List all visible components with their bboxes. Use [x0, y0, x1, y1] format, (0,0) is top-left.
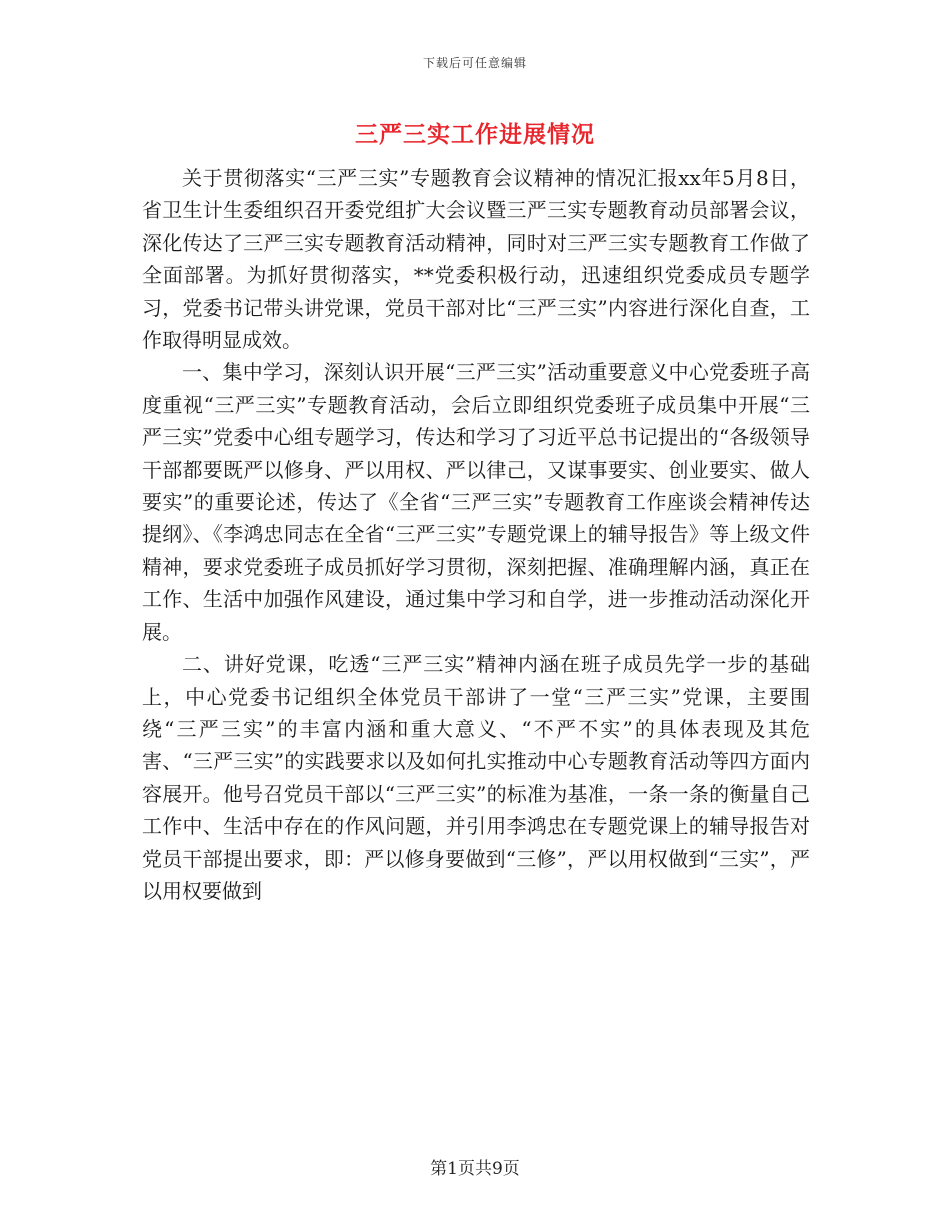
page-number-footer: 第1页共9页: [430, 1159, 520, 1179]
page-header-note: 下载后可任意编辑: [422, 56, 527, 70]
paragraph-intro: 关于贯彻落实“三严三实”专题教育会议精神的情况汇报xx年5月8日，省卫生计生委组织召开委党组扩大会议暨三严三实专题教育动员部署会议，深化传达了三严三实专题教育活动精神，同时对三严三实专题教育工作做了全面部署。为抓好贯彻落实，**党委积极行动，迅速组织党委成员专题学习，党委书记带头讲党课，党员干部对比“三严三实”内容进行深化自查，工作取得明显成效。: [142, 166, 810, 353]
paragraph-section-one: 一、集中学习，深刻认识开展“三严三实”活动重要意义中心党委班子高度重视“三严三实”专题教育活动，会后立即组织党委班子成员集中开展“三严三实”党委中心组专题学习，传达和学习了习近平总书记提出的“各级领导干部都要既严以修身、严以用权、严以律己，又谋事要实、创业要实、做人要实”的重要论述，传达了《全省“三严三实”专题教育工作座谈会精神传达提纲》、《李鸿忠同志在全省“三严三实”专题党课上的辅导报告》等上级文件精神，要求党委班子成员抓好学习贯彻，深刻把握、准确理解内涵，真正在工作、生活中加强作风建设，通过集中学习和自学，进一步推动活动深化开展。: [142, 360, 810, 644]
document-title: 三严三实工作进展情况: [355, 121, 595, 148]
paragraph-section-two: 二、讲好党课，吃透“三严三实”精神内涵在班子成员先学一步的基础上，中心党委书记组织全体党员干部讲了一堂“三严三实”党课，主要围绕“三严三实”的丰富内涵和重大意义、“不严不实”的具体表现及其危害、“三严三实”的实践要求以及如何扎实推动中心专题教育活动等四方面内容展开。他号召党员干部以“三严三实”的标准为基准，一条一条的衡量自己工作中、生活中存在的作风问题，并引用李鸿忠在专题党课上的辅导报告对党员干部提出要求，即：严以修身要做到“三修”，严以用权做到“三实”，严以用权要做到: [142, 652, 810, 903]
document-body: [142, 162, 810, 907]
